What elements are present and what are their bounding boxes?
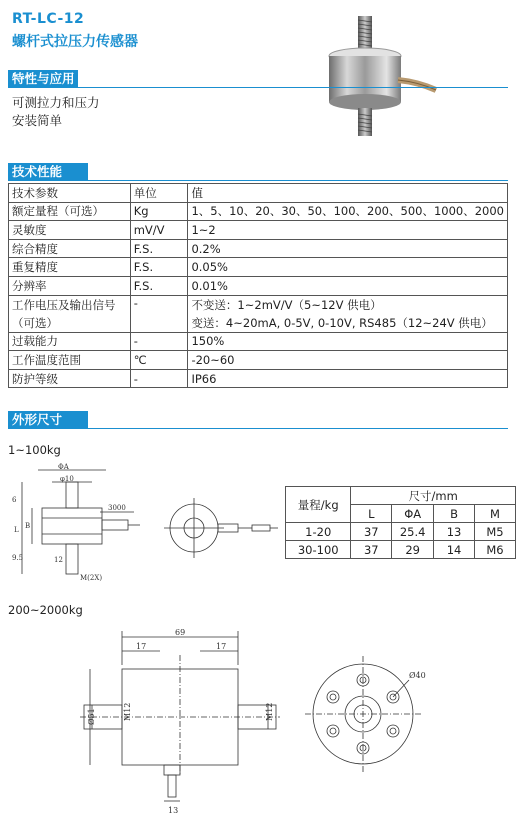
spec-param-line1: 工作电压及输出信号 <box>12 297 116 312</box>
spec-unit: mV/V <box>130 221 188 240</box>
spec-value <box>188 295 508 332</box>
spec-param: 防护等级 <box>9 369 131 388</box>
large-dim-m12a: M12 <box>123 702 132 721</box>
dimensions-title: 外形尺寸 <box>8 411 88 429</box>
spec-row <box>9 239 508 258</box>
spec-unit: - <box>130 295 188 332</box>
dim-a: 29 <box>392 541 434 559</box>
large-range-caption: 200~2000kg <box>8 603 83 617</box>
spec-value: 0.01% <box>188 276 508 295</box>
spec-value: 0.2% <box>188 239 508 258</box>
small-range-caption: 1~100kg <box>8 443 61 457</box>
spec-row <box>9 295 508 332</box>
dim-m: M5 <box>474 523 515 541</box>
spec-param-line2: （可选） <box>12 315 58 330</box>
spec-unit: F.S. <box>130 258 188 277</box>
spec-unit: ℃ <box>130 351 188 370</box>
spec-header-unit: 单位 <box>130 184 188 203</box>
spec-value: 0.05% <box>188 258 508 277</box>
dim-row <box>286 541 516 559</box>
large-dim-m12b: M12 <box>265 702 274 721</box>
dim-header-row <box>286 487 516 505</box>
small-dim-h12: 12 <box>54 556 63 564</box>
product-photo <box>318 10 450 138</box>
dim-b: 14 <box>434 541 475 559</box>
feature-item: 安装简单 <box>12 113 63 128</box>
large-dim-w69: 69 <box>175 628 186 637</box>
dim-header-range: 量程/kg <box>286 487 351 523</box>
spec-row <box>9 351 508 370</box>
dim-row <box>286 523 516 541</box>
spec-value-line1: 不变送：1~2mV/V（5~12V 供电） <box>191 297 382 312</box>
spec-unit: - <box>130 332 188 351</box>
spec-row <box>9 276 508 295</box>
spec-header-row <box>9 184 508 203</box>
spec-param: 过载能力 <box>9 332 131 351</box>
spec-header-value: 值 <box>188 184 508 203</box>
features-title: 特性与应用 <box>8 70 78 88</box>
spec-value: 1~2 <box>188 221 508 240</box>
specs-divider <box>8 180 508 181</box>
spec-param: 综合精度 <box>9 239 131 258</box>
dim-a: 25.4 <box>392 523 434 541</box>
small-dim-h9: 9.5 <box>12 554 24 562</box>
spec-row <box>9 369 508 388</box>
dim-col-b: B <box>434 505 475 523</box>
feature-item: 可测拉力和压力 <box>12 95 100 110</box>
small-dim-l: L <box>14 526 19 534</box>
dim-m: M6 <box>474 541 515 559</box>
spec-param: 灵敏度 <box>9 221 131 240</box>
dimensions-divider <box>8 428 508 429</box>
spec-unit: - <box>130 369 188 388</box>
spec-param: 工作温度范围 <box>9 351 131 370</box>
spec-param <box>9 295 131 332</box>
dim-l: 37 <box>351 541 392 559</box>
large-dim-d51: Ø51 <box>87 708 96 725</box>
spec-value: 1、5、10、20、30、50、100、200、500、1000、2000 <box>188 202 508 221</box>
spec-row <box>9 258 508 277</box>
spec-param: 分辨率 <box>9 276 131 295</box>
spec-param: 额定量程（可选） <box>9 202 131 221</box>
product-model: RT-LC-12 <box>12 11 85 27</box>
small-dim-phiA: ΦA <box>58 463 69 471</box>
small-sensor-top-drawing <box>162 494 282 564</box>
small-sensor-side-drawing <box>14 462 184 590</box>
dim-l: 37 <box>351 523 392 541</box>
specs-title: 技术性能 <box>8 163 88 181</box>
small-dim-cable: 3000 <box>108 504 126 512</box>
features-divider <box>8 87 508 88</box>
small-dim-h6: 6 <box>12 496 17 504</box>
large-sensor-side-drawing <box>80 625 274 817</box>
dim-b: 13 <box>434 523 475 541</box>
spec-value: -20~60 <box>188 351 508 370</box>
spec-unit: F.S. <box>130 276 188 295</box>
dim-range: 30-100 <box>286 541 351 559</box>
spec-table <box>8 183 508 388</box>
large-sensor-top-drawing <box>305 652 435 782</box>
large-dim-l17a: 17 <box>136 642 147 651</box>
spec-row <box>9 202 508 221</box>
dim-col-m: M <box>474 505 515 523</box>
dim-col-l: L <box>351 505 392 523</box>
spec-param: 重复精度 <box>9 258 131 277</box>
spec-header-param: 技术参数 <box>9 184 131 203</box>
dim-header-size: 尺寸/mm <box>351 487 516 505</box>
small-dim-b: B <box>25 522 31 530</box>
spec-row <box>9 221 508 240</box>
spec-value: IP66 <box>188 369 508 388</box>
small-dim-phi10: φ10 <box>60 475 74 483</box>
dim-range: 1-20 <box>286 523 351 541</box>
spec-unit: F.S. <box>130 239 188 258</box>
spec-value-line2: 变送：4~20mA, 0-5V, 0-10V, RS485（12~24V 供电） <box>191 315 493 330</box>
dim-col-a: ΦA <box>392 505 434 523</box>
spec-row <box>9 332 508 351</box>
small-dimension-table <box>285 486 516 559</box>
spec-unit: Kg <box>130 202 188 221</box>
spec-value: 150% <box>188 332 508 351</box>
product-subtitle: 螺杆式拉压力传感器 <box>12 34 138 50</box>
large-dim-l17b: 17 <box>216 642 227 651</box>
large-dim-b13: 13 <box>168 806 179 815</box>
small-dim-m2x: M(2X) <box>80 574 103 582</box>
large-dim-d40: Ø40 <box>409 671 426 680</box>
